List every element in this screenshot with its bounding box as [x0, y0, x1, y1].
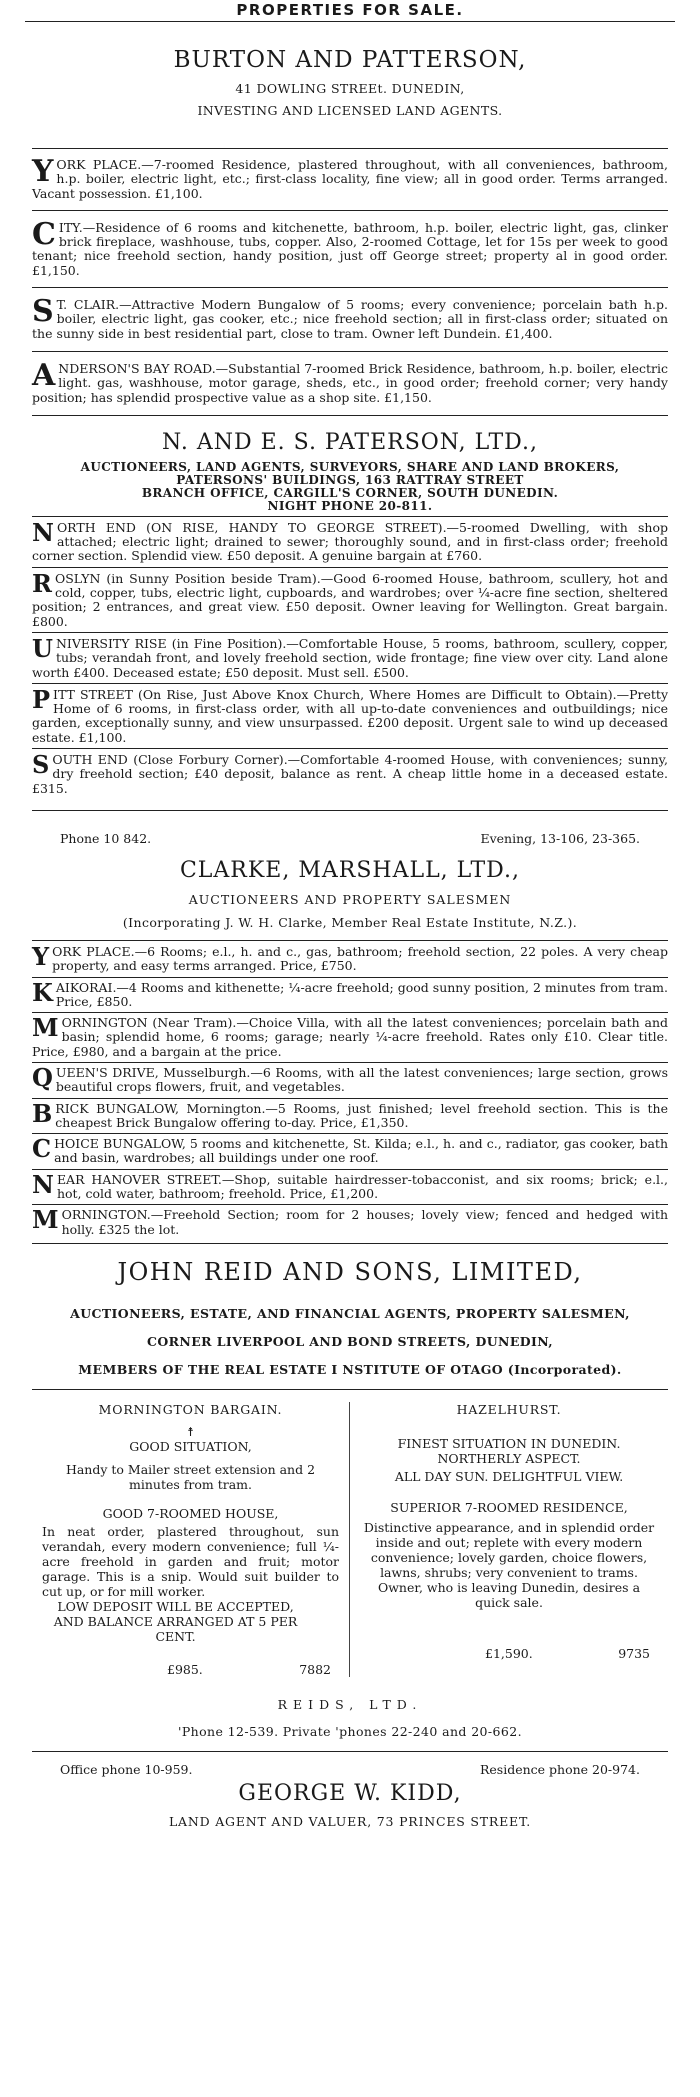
drop-cap: N: [32, 1169, 54, 1199]
divider: [32, 287, 668, 288]
divider: [32, 567, 668, 568]
drop-cap: U: [32, 633, 53, 663]
clarke-phone-row: [60, 831, 640, 846]
listing-text: NDERSON'S BAY ROAD.—Substantial 7-roomed Brick Residence, bathroom, h.p. boiler, electric light. gas, washhouse, motor garage, sheds, etc., in good order; freehold corner; very handy position; has splendid prospective value as a shop site. £1,150.: [32, 360, 668, 405]
drop-cap: B: [32, 1098, 53, 1128]
divider: [32, 810, 668, 811]
listing-text: ORNINGTON (Near Tram).—Choice Villa, with all the latest conveniences; porcelain bath and basin; splendid home, 6 rooms; garage; nearly ¼-acre freehold. Rates only £10. Clear title. Price, £980, and a bargain at the price.: [32, 1015, 668, 1059]
firm-address: 41 DOWLING STREEt. DUNEDIN,: [235, 81, 465, 96]
divider: [32, 1098, 668, 1099]
drop-cap: M: [32, 1013, 59, 1043]
listing: [32, 517, 668, 564]
column-title: MORNINGTON BARGAIN.: [98, 1401, 283, 1417]
drop-cap: C: [32, 216, 56, 252]
drop-cap: Q: [32, 1062, 53, 1092]
burton-patterson-block: [0, 47, 700, 118]
drop-cap: A: [32, 357, 56, 393]
listing: [32, 1169, 668, 1202]
divider: [32, 1243, 668, 1244]
firm-line: LAND AGENT AND VALUER, 73 PRINCES STREET.: [168, 1813, 532, 1829]
listing: [32, 294, 668, 341]
firm-night-phone: NIGHT PHONE 20-811.: [267, 498, 433, 513]
price: £1,590.: [485, 1645, 533, 1661]
divider: [32, 415, 668, 416]
column-text: Handy to Mailer street extension and 2 minutes from tram.: [65, 1461, 316, 1492]
divider: [32, 1133, 668, 1134]
hazelhurst-column: [350, 1402, 668, 1677]
listing-text: ORK PLACE.—6 Rooms; e.l., h. and c., gas, bathroom; freehold section, 22 poles. A very cheap property, and easy terms arranged. Price, £750.: [52, 943, 668, 974]
listing: [32, 1098, 668, 1131]
firm-line: AUCTIONEERS AND PROPERTY SALESMEN: [188, 891, 512, 907]
drop-cap: Y: [32, 154, 54, 189]
firm-business: INVESTING AND LICENSED LAND AGENTS.: [197, 103, 503, 118]
firm-address: CORNER LIVERPOOL AND BOND STREETS, DUNEDIN,: [146, 1333, 554, 1349]
subheading: GOOD SITUATION,: [129, 1438, 252, 1454]
kidd-phone-row: [60, 1762, 640, 1777]
drop-cap: K: [32, 977, 53, 1007]
listing: [32, 633, 668, 680]
listing-text: OSLYN (in Sunny Position beside Tram).—Good 6-roomed House, bathroom, scullery, hot and cold, copper, tubs, electric light, cupboards, and wardrobes; over ¼-acre fine section, sheltered position; 2 entrances, and great view. £50 deposit. Owner leaving for Wellington. Great bargain. £800.: [32, 570, 668, 629]
divider: [32, 1169, 668, 1170]
subheading: ALL DAY SUN. DELIGHTFUL VIEW.: [394, 1468, 624, 1484]
listing: [32, 941, 668, 974]
listing-text: ORK PLACE.—7-roomed Residence, plastered throughout, with all conveniences, bathroom, h.p. boiler, electric light, etc.; first-class locality, fine view; all in good order. Terms arranged. Vacant possession. £1,100.: [32, 157, 668, 201]
firm-name: JOHN REID AND SONS, LIMITED,: [117, 1257, 583, 1286]
dagger-ornament: ☨: [187, 1424, 194, 1439]
firm-signature: REIDS, LTD.: [277, 1696, 423, 1712]
listing-text: ITT STREET (On Rise, Just Above Knox Church, Where Homes are Difficult to Obtain).—Pretty Home of 6 rooms, in first-class order, with all up-to-date conveniences and outbuildings; nice garden, exceptionally sunny, and view unsurpassed. £200 deposit. Urgent sale to wind up deceased estate. £1,100.: [32, 686, 668, 745]
listing-text: UEEN'S DRIVE, Musselburgh.—6 Rooms, with all the latest conveniences; large section, grows beautiful crops flowers, fruit, and vegetables.: [55, 1064, 668, 1095]
column-text: In neat order, plastered throughout, sun verandah, every modern convenience; full ¼-acre freehold in garden and fruit; motor garage. This is a snip. Would suit builder to cut up, or for mill worker.: [42, 1523, 339, 1599]
listing-text: OUTH END (Close Forbury Corner).—Comfortable 4-roomed House, with conveniences; sunny, dry freehold section; £40 deposit, balance as rent. A cheap little home in a deceased estate. £315.: [32, 752, 668, 796]
column-footer: [360, 1646, 658, 1661]
listing-text: ORTH END (ON RISE, HANDY TO GEORGE STREET).—5-roomed Dwelling, with shop attached; electric light; drained to sewer; thoroughly sound, and in first-class order; freehold corner section. Splendid view. £50 deposit. A genuine bargain at £760.: [32, 519, 668, 564]
firm-note: (Incorporating J. W. H. Clarke, Member Real Estate Institute, N.Z.).: [122, 914, 578, 930]
drop-cap: S: [32, 294, 54, 330]
page-title: PROPERTIES FOR SALE.: [0, 0, 700, 19]
firm-name: BURTON AND PATTERSON,: [173, 47, 527, 73]
listing-text: NIVERSITY RISE (in Fine Position).—Comfortable House, 5 rooms, bathroom, scullery, copper, tubs; verandah front, and lovely freehold section, wide frontage; fine view over city. Land alone worth £400. Deceased estate; £50 deposit. Must sell. £500.: [32, 635, 668, 680]
firm-name: N. AND E. S. PATERSON, LTD.,: [162, 429, 538, 455]
firm-address: PATERSONS' BUILDINGS, 163 RATTRAY STREET: [176, 472, 524, 487]
listing: [32, 1134, 668, 1166]
divider: [32, 516, 668, 517]
listing: [32, 977, 668, 1010]
reid-two-column-listings: [32, 1402, 668, 1677]
drop-cap: C: [32, 1134, 52, 1164]
firm-name: GEORGE W. KIDD,: [238, 1780, 462, 1806]
residence-phone: Residence phone 20-974.: [479, 1761, 640, 1777]
reference-number: 9735: [618, 1645, 650, 1661]
listing: [32, 154, 668, 201]
divider: [32, 1751, 668, 1752]
listing: [32, 1205, 668, 1237]
column-title: HAZELHURST.: [456, 1401, 562, 1417]
divider: [32, 1204, 668, 1205]
firm-membership: MEMBERS OF THE REAL ESTATE I NSTITUTE OF OTAGO (Incorporated).: [78, 1361, 622, 1377]
listing-text: EAR HANOVER STREET.—Shop, suitable hairdresser-tobacconist, and six rooms; brick; e.l., hot, cold water, bathroom; freehold. Price, £1,200.: [56, 1171, 668, 1202]
office-phone: Office phone 10-959.: [60, 1761, 193, 1777]
drop-cap: R: [32, 568, 52, 598]
drop-cap: N: [32, 517, 54, 547]
listing: [32, 1013, 668, 1059]
divider: [32, 632, 668, 633]
reference-number: 7882: [299, 1661, 331, 1677]
listing-text: HOICE BUNGALOW, 5 rooms and kitchenette, St. Kilda; e.l., h. and c., radiator, gas cooker, bath and basin, wardrobes; all buildings under one roof.: [54, 1136, 668, 1166]
drop-cap: P: [32, 684, 51, 714]
firm-line: AUCTIONEERS, ESTATE, AND FINANCIAL AGENTS, PROPERTY SALESMEN,: [70, 1305, 630, 1321]
listing-text: RICK BUNGALOW, Mornington.—5 Rooms, just finished; level freehold section. This is the cheapest Brick Bungalow offering to-day. Price, £1,350.: [55, 1100, 668, 1130]
divider: [32, 748, 668, 749]
listing-text: ITY.—Residence of 6 rooms and kitchenette, bathroom, h.p. boiler, electric light, gas, clinker brick fireplace, washhouse, tubs, copper. Also, 2-roomed Cottage, let for 15s per week to good tenant; nice freehold section, handy position, just off George street; property al in good order. £1,150.: [32, 219, 668, 278]
column-terms: LOW DEPOSIT WILL BE ACCEPTED, AND BALANCE ARRANGED AT 5 PER CENT.: [53, 1598, 298, 1644]
listing: [32, 216, 668, 278]
price: £985.: [167, 1661, 203, 1677]
listing: [32, 684, 668, 745]
column-footer: [42, 1662, 339, 1677]
subheading: GOOD 7-ROOMED HOUSE,: [102, 1505, 279, 1521]
firm-name: CLARKE, MARSHALL, LTD.,: [179, 857, 521, 883]
phone-number: Phone 10 842.: [60, 830, 152, 846]
listing-text: T. CLAIR.—Attractive Modern Bungalow of 5 rooms; every convenience; porcelain bath h.p. boiler, electric light, gas cooker, etc.; nice freehold section; all in first-class order; situated on the sunny side in best residential part, close to tram. Owner left Dundein. £1,400.: [32, 297, 668, 341]
divider: [32, 351, 668, 352]
divider: [32, 940, 668, 941]
divider: [32, 1389, 668, 1390]
listing-text: ORNINGTON.—Freehold Section; room for 2 houses; lovely view; fenced and hedged with holly. £325 the lot.: [61, 1207, 668, 1237]
listing: [32, 568, 668, 629]
divider: [32, 977, 668, 978]
divider: [32, 210, 668, 211]
drop-cap: Y: [32, 941, 50, 971]
divider: [32, 148, 668, 149]
drop-cap: M: [32, 1205, 59, 1235]
divider: [32, 1012, 668, 1013]
listing-text: AIKORAI.—4 Rooms and kithenette; ¼-acre freehold; good sunny position, 2 minutes from tram. Price, £850.: [55, 979, 668, 1009]
listing: [32, 750, 668, 796]
column-text: Distinctive appearance, and in splendid order inside and out; replete with every modern convenience; lovely garden, choice flowers, lawns, shrubs; very convenient to trams. Owner, who is leaving Dunedin, desires a quick sale.: [363, 1519, 655, 1610]
divider: [32, 683, 668, 684]
listing: [32, 357, 668, 405]
subheading: FINEST SITUATION IN DUNEDIN.: [397, 1435, 621, 1451]
subheading: SUPERIOR 7-ROOMED RESIDENCE,: [390, 1499, 628, 1515]
listing: [32, 1062, 668, 1095]
divider: [32, 1062, 668, 1063]
firm-branch: BRANCH OFFICE, CARGILL'S CORNER, SOUTH DUNEDIN.: [141, 485, 559, 500]
drop-cap: S: [32, 750, 50, 780]
mornington-bargain-column: [32, 1402, 350, 1677]
firm-line: AUCTIONEERS, LAND AGENTS, SURVEYORS, SHARE AND LAND BROKERS,: [80, 459, 620, 474]
evening-phone: Evening, 13-106, 23-365.: [480, 830, 640, 846]
firm-phones: 'Phone 12-539. Private 'phones 22-240 and 20-662.: [178, 1723, 522, 1739]
paterson-block: [0, 430, 700, 513]
subheading: NORTHERLY ASPECT.: [437, 1450, 581, 1466]
